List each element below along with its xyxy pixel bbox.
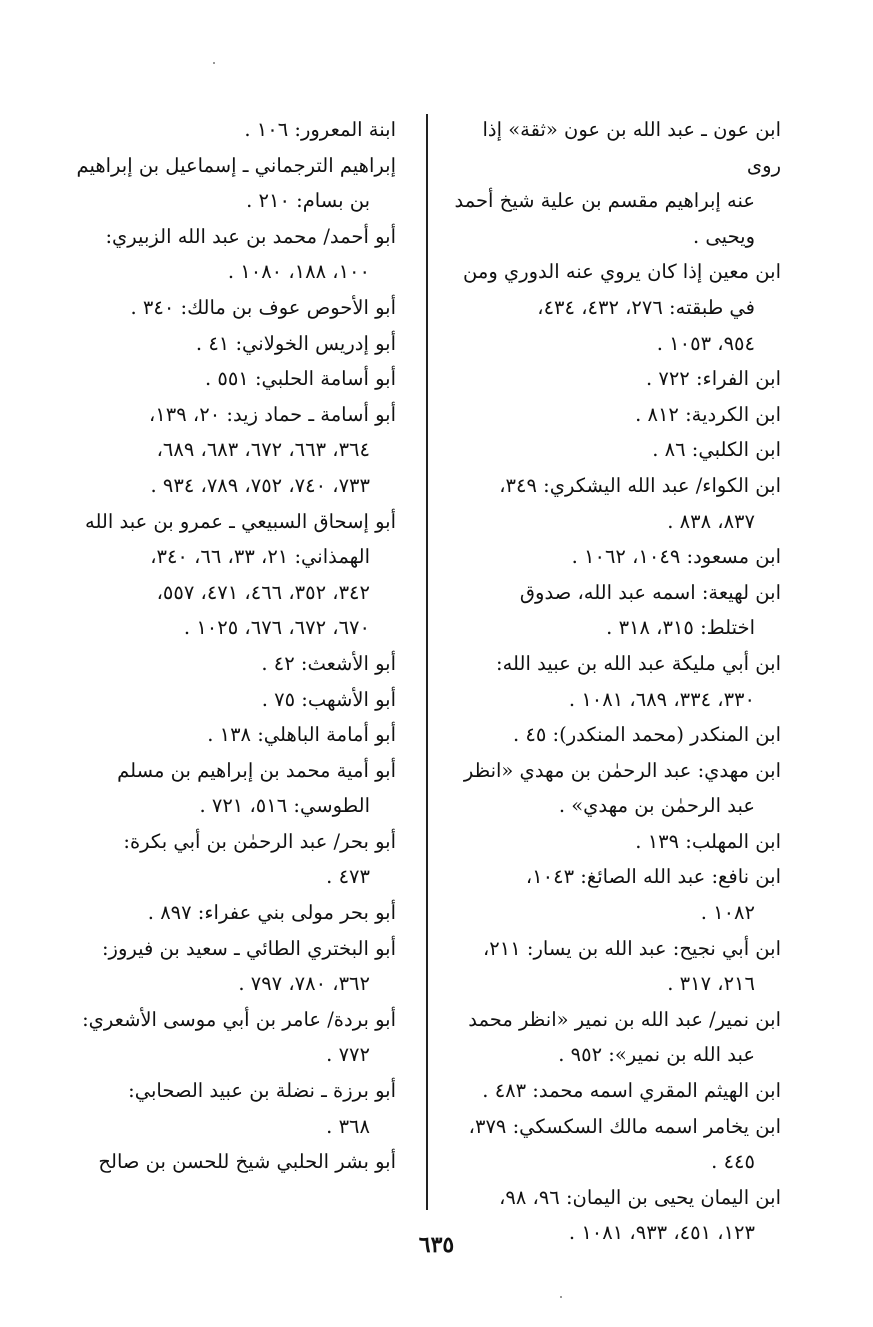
scan-speck — [213, 62, 215, 64]
index-entry-line: أبو أمية محمد بن إبراهيم بن مسلم — [117, 758, 396, 782]
index-entry-continuation: عنه إبراهيم مقسم بن علية شيخ أحمد — [454, 189, 755, 213]
index-entry-line: ابن لهيعة: اسمه عبد الله، صدوق — [519, 580, 781, 604]
index-entry-line: أبو أسامة ـ حماد زيد: ٢٠، ١٣٩، — [149, 402, 396, 426]
index-entry — [443, 859, 781, 930]
index-entry-line: ابن نافع: عبد الله الصائغ: ١٠٤٣، — [525, 865, 781, 889]
index-entry-continuation: ٨٣٧، ٨٣٨ . — [667, 509, 755, 533]
index-entry-line: أبو بحر مولى بني عفراء: ٨٩٧ . — [147, 901, 396, 925]
index-entry — [76, 682, 396, 718]
index-entry-line: أبو بحر/ عبد الرحمٰن بن أبي بكرة: — [123, 829, 396, 853]
index-entry-line: أبو أسامة الحلبي: ٥٥١ . — [204, 367, 396, 391]
index-entry — [443, 112, 781, 254]
index-entry-continuation: بن بسام: ٢١٠ . — [246, 189, 370, 213]
index-entry-line: ابن الكواء/ عبد الله اليشكري: ٣٤٩، — [499, 473, 781, 497]
index-entry-line: أبو الأشهب: ٧٥ . — [261, 687, 396, 711]
index-entry-line: ابن مهدي: عبد الرحمٰن بن مهدي «انظر — [463, 758, 781, 782]
index-entry-continuation: ٧٧٢ . — [326, 1043, 370, 1067]
index-entry-line: أبو إسحاق السبيعي ـ عمرو بن عبد الله — [84, 509, 396, 533]
index-entry-line: ابن أبي مليكة عبد الله بن عبيد الله: — [496, 651, 781, 675]
index-entry-line: أبو إدريس الخولاني: ٤١ . — [195, 331, 396, 355]
index-entry-continuation: عبد الله بن نمير»: ٩٥٢ . — [558, 1043, 755, 1067]
index-entry-continuation: ٦٧٠، ٦٧٢، ٦٧٦، ١٠٢٥ . — [183, 616, 370, 640]
index-entry — [443, 1109, 781, 1180]
index-entry-continuation: ٣٦٨ . — [326, 1114, 370, 1138]
index-entry-line: أبو أمامة الباهلي: ١٣٨ . — [207, 723, 396, 747]
index-column-right — [443, 112, 781, 1251]
index-entry-line: أبو البختري الطائي ـ سعيد بن فيروز: — [101, 936, 396, 960]
index-entry — [443, 931, 781, 1002]
index-entry-continuation: ٢١٦، ٣١٧ . — [667, 972, 755, 996]
index-entry — [76, 1144, 396, 1180]
page-number: ٦٣٥ — [418, 1232, 455, 1258]
index-entry-continuation: ويحيى . — [693, 224, 755, 248]
index-entry — [443, 397, 781, 433]
index-entry — [443, 1002, 781, 1073]
index-entry — [76, 931, 396, 1002]
index-entry — [443, 824, 781, 860]
index-entry — [443, 361, 781, 397]
index-entry-continuation: الهمذاني: ٢١، ٣٣، ٦٦، ٣٤٠، — [150, 545, 370, 569]
index-entry-continuation: ٤٤٥ . — [711, 1150, 755, 1174]
index-entry-continuation: في طبقته: ٢٧٦، ٤٣٢، ٤٣٤، — [537, 295, 755, 319]
index-entry-continuation: الطوسي: ٥١٦، ٧٢١ . — [199, 794, 370, 818]
index-entry — [76, 397, 396, 504]
index-entry — [76, 895, 396, 931]
index-entry-line: ابن مسعود: ١٠٤٩، ١٠٦٢ . — [571, 545, 781, 569]
index-entry-line: أبو الأحوص عوف بن مالك: ٣٤٠ . — [130, 295, 396, 319]
index-entry — [76, 112, 396, 148]
index-entry-continuation: ٣٦٢، ٧٨٠، ٧٩٧ . — [238, 972, 370, 996]
index-entry-line: أبو بردة/ عامر بن أبي موسى الأشعري: — [82, 1007, 396, 1031]
index-entry — [76, 219, 396, 290]
index-entry — [443, 646, 781, 717]
index-entry — [76, 148, 396, 219]
index-entry-continuation: ٩٥٤، ١٠٥٣ . — [656, 331, 755, 355]
index-entry-continuation: ٧٣٣، ٧٤٠، ٧٥٢، ٧٨٩، ٩٣٤ . — [150, 473, 370, 497]
index-entry — [76, 646, 396, 682]
index-entry-line: ابن أبي نجيح: عبد الله بن يسار: ٢١١، — [483, 936, 781, 960]
index-entry — [76, 824, 396, 895]
index-entry-continuation: اختلط: ٣١٥، ٣١٨ . — [606, 616, 755, 640]
index-entry-line: ابن الكردية: ٨١٢ . — [635, 402, 781, 426]
index-entry-line: أبو برزة ـ نضلة بن عبيد الصحابي: — [128, 1079, 396, 1103]
index-entry — [76, 361, 396, 397]
column-divider — [426, 114, 428, 1210]
index-entry-continuation: ١٠٠، ١٨٨، ١٠٨٠ . — [227, 260, 370, 284]
index-entry-line: ابن الكلبي: ٨٦ . — [652, 438, 781, 462]
index-entry — [443, 717, 781, 753]
index-entry-line: ابن المهلب: ١٣٩ . — [635, 829, 781, 853]
index-entry-line: ابن اليمان يحيى بن اليمان: ٩٦، ٩٨، — [499, 1185, 781, 1209]
index-entry-continuation: ٣٤٢، ٣٥٢، ٤٦٦، ٤٧١، ٥٥٧، — [156, 580, 370, 604]
index-entry-line: ابن عون ـ عبد الله بن عون «ثقة» إذا روى — [482, 118, 781, 177]
index-entry-line: ابن نمير/ عبد الله بن نمير «انظر محمد — [468, 1007, 781, 1031]
index-entry — [76, 753, 396, 824]
scan-speck — [560, 1296, 562, 1298]
index-entry — [76, 717, 396, 753]
index-entry — [443, 432, 781, 468]
index-entry-line: أبو أحمد/ محمد بن عبد الله الزبيري: — [105, 224, 396, 248]
index-entry-continuation: ١٠٨٢ . — [700, 901, 755, 925]
index-entry-line: أبو بشر الحلبي شيخ للحسن بن صالح — [98, 1150, 396, 1174]
index-entry — [443, 575, 781, 646]
index-entry-line: ابن معين إذا كان يروي عنه الدوري ومن — [463, 260, 781, 284]
index-entry — [76, 326, 396, 362]
index-entry — [76, 1073, 396, 1144]
index-column-left — [76, 112, 396, 1180]
index-entry — [76, 1002, 396, 1073]
index-entry-line: ابن يخامر اسمه مالك السكسكي: ٣٧٩، — [468, 1114, 781, 1138]
index-entry — [443, 753, 781, 824]
index-entry — [76, 290, 396, 326]
index-entry — [443, 254, 781, 361]
index-entry-line: إبراهيم الترجماني ـ إسماعيل بن إبراهيم — [76, 153, 396, 177]
index-entry-line: ابن الهيثم المقري اسمه محمد: ٤٨٣ . — [482, 1079, 781, 1103]
index-entry-line: أبو الأشعث: ٤٢ . — [261, 651, 396, 675]
index-entry-continuation: عبد الرحمٰن بن مهدي» . — [558, 794, 755, 818]
index-entry — [443, 539, 781, 575]
index-entry-continuation: ١٢٣، ٤٥١، ٩٣٣، ١٠٨١ . — [568, 1221, 755, 1245]
index-entry — [443, 1073, 781, 1109]
index-entry-continuation: ٣٦٤، ٦٦٣، ٦٧٢، ٦٨٣، ٦٨٩، — [156, 438, 370, 462]
index-entry-line: ابن الفراء: ٧٢٢ . — [645, 367, 781, 391]
index-entry-continuation: ٤٧٣ . — [326, 865, 370, 889]
index-entry-line: ابنة المعرور: ١٠٦ . — [244, 118, 396, 141]
index-entry — [443, 468, 781, 539]
index-entry — [76, 504, 396, 646]
index-entry-continuation: ٣٣٠، ٣٣٤، ٦٨٩، ١٠٨١ . — [568, 687, 755, 711]
index-entry-line: ابن المنكدر (محمد المنكدر): ٤٥ . — [512, 723, 781, 747]
